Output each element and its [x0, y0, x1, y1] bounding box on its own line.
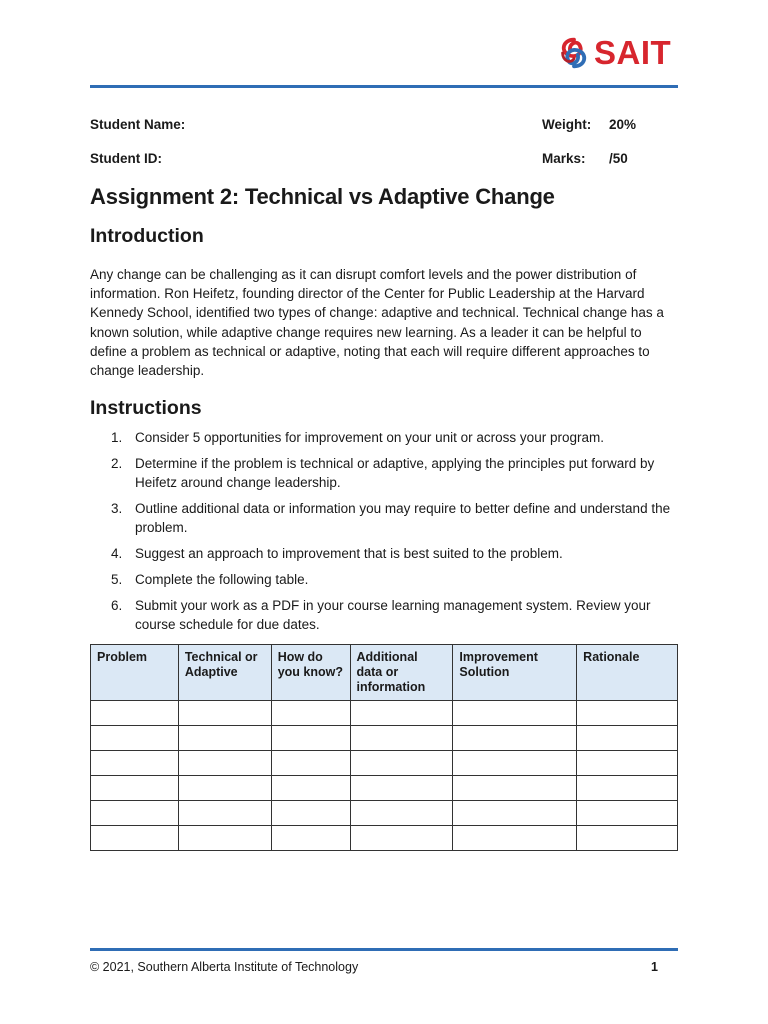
instruction-text: Determine if the problem is technical or adaptive, applying the principles put forward by Heifetz around change leadership. — [135, 456, 655, 490]
table-cell[interactable] — [350, 726, 453, 751]
marks-value: /50 — [609, 151, 628, 166]
table-row — [91, 776, 678, 801]
table-cell[interactable] — [91, 776, 179, 801]
improvement-table — [90, 644, 678, 851]
instruction-text: Complete the following table. — [135, 572, 309, 587]
instruction-item — [90, 570, 680, 589]
table-cell[interactable] — [577, 701, 678, 726]
table-cell[interactable] — [178, 701, 271, 726]
sait-logo — [555, 34, 680, 72]
footer-divider — [90, 948, 678, 951]
column-header-improvement-solution: Improvement Solution — [453, 645, 577, 701]
table-cell[interactable] — [350, 701, 453, 726]
table-cell[interactable] — [271, 776, 350, 801]
instruction-item — [90, 428, 680, 447]
instruction-number: 4. — [111, 546, 123, 561]
weight-label: Weight: — [542, 117, 592, 132]
table-header-row — [91, 645, 678, 701]
table-cell[interactable] — [91, 751, 179, 776]
instruction-text: Outline additional data or information you may require to better define and understand the problem. — [135, 501, 671, 535]
instruction-number: 1. — [111, 430, 123, 445]
logo-text: SAIT — [594, 34, 672, 71]
column-header-how-do-you-know: How do you know? — [271, 645, 350, 701]
instruction-item — [90, 499, 680, 537]
table-cell[interactable] — [271, 701, 350, 726]
instruction-number: 2. — [111, 456, 123, 471]
page-title: Assignment 2: Technical vs Adaptive Change — [90, 184, 555, 209]
table-cell[interactable] — [271, 801, 350, 826]
page-number: 1 — [651, 960, 658, 974]
instruction-number: 5. — [111, 572, 123, 587]
column-header-additional-data: Additional data or information — [350, 645, 453, 701]
table-cell[interactable] — [577, 726, 678, 751]
table-cell[interactable] — [178, 826, 271, 851]
table-cell[interactable] — [350, 751, 453, 776]
instruction-item — [90, 544, 680, 563]
table-cell[interactable] — [91, 826, 179, 851]
marks-label: Marks: — [542, 151, 586, 166]
table-cell[interactable] — [577, 776, 678, 801]
table-cell[interactable] — [453, 776, 577, 801]
table-cell[interactable] — [91, 801, 179, 826]
sait-knot-icon — [555, 34, 593, 72]
student-id-label: Student ID: — [90, 151, 162, 166]
table-row — [91, 801, 678, 826]
table-cell[interactable] — [577, 801, 678, 826]
table-cell[interactable] — [91, 701, 179, 726]
table-row — [91, 701, 678, 726]
copyright-text: © 2021, Southern Alberta Institute of Technology — [90, 960, 359, 974]
instruction-item — [90, 454, 680, 492]
introduction-body: Any change can be challenging as it can disrupt comfort levels and the power distribution of information. Ron Heifetz, founding director of the Center for Public Leadership at the Harvard Kennedy School, identified two types of change: adaptive and technical. Technical change has a known solution, while adaptive change requires new learning. As a leader it can be helpful to define a problem as technical or adaptive, noting that each will require different approaches to change leadership. — [90, 267, 664, 379]
table-cell[interactable] — [453, 726, 577, 751]
instruction-text: Submit your work as a PDF in your course learning management system. Review your course schedule for due dates. — [135, 598, 651, 632]
table-cell[interactable] — [178, 751, 271, 776]
instruction-number: 3. — [111, 501, 123, 516]
instructions-heading: Instructions — [90, 397, 202, 419]
instruction-text: Consider 5 opportunities for improvement on your unit or across your program. — [135, 430, 604, 445]
table-cell[interactable] — [453, 826, 577, 851]
column-header-technical-or-adaptive: Technical or Adaptive — [178, 645, 271, 701]
header-divider — [90, 85, 678, 88]
table-cell[interactable] — [350, 826, 453, 851]
student-name-label: Student Name: — [90, 117, 186, 132]
table-row — [91, 726, 678, 751]
table-cell[interactable] — [178, 801, 271, 826]
instruction-number: 6. — [111, 598, 123, 613]
table-cell[interactable] — [453, 751, 577, 776]
table-cell[interactable] — [453, 701, 577, 726]
column-header-rationale: Rationale — [577, 645, 678, 701]
table-cell[interactable] — [350, 801, 453, 826]
table-cell[interactable] — [271, 726, 350, 751]
table-cell[interactable] — [577, 826, 678, 851]
table-cell[interactable] — [453, 801, 577, 826]
instruction-text: Suggest an approach to improvement that is best suited to the problem. — [135, 546, 563, 561]
table-cell[interactable] — [350, 776, 453, 801]
table-cell[interactable] — [271, 751, 350, 776]
introduction-heading: Introduction — [90, 225, 204, 247]
instruction-item — [90, 596, 680, 634]
column-header-problem: Problem — [91, 645, 179, 701]
table-cell[interactable] — [577, 751, 678, 776]
table-row — [91, 751, 678, 776]
table-cell[interactable] — [178, 776, 271, 801]
instructions-list — [90, 428, 680, 641]
table-row — [91, 826, 678, 851]
weight-value: 20% — [609, 117, 637, 132]
table-cell[interactable] — [178, 726, 271, 751]
table-cell[interactable] — [271, 826, 350, 851]
table-cell[interactable] — [91, 726, 179, 751]
